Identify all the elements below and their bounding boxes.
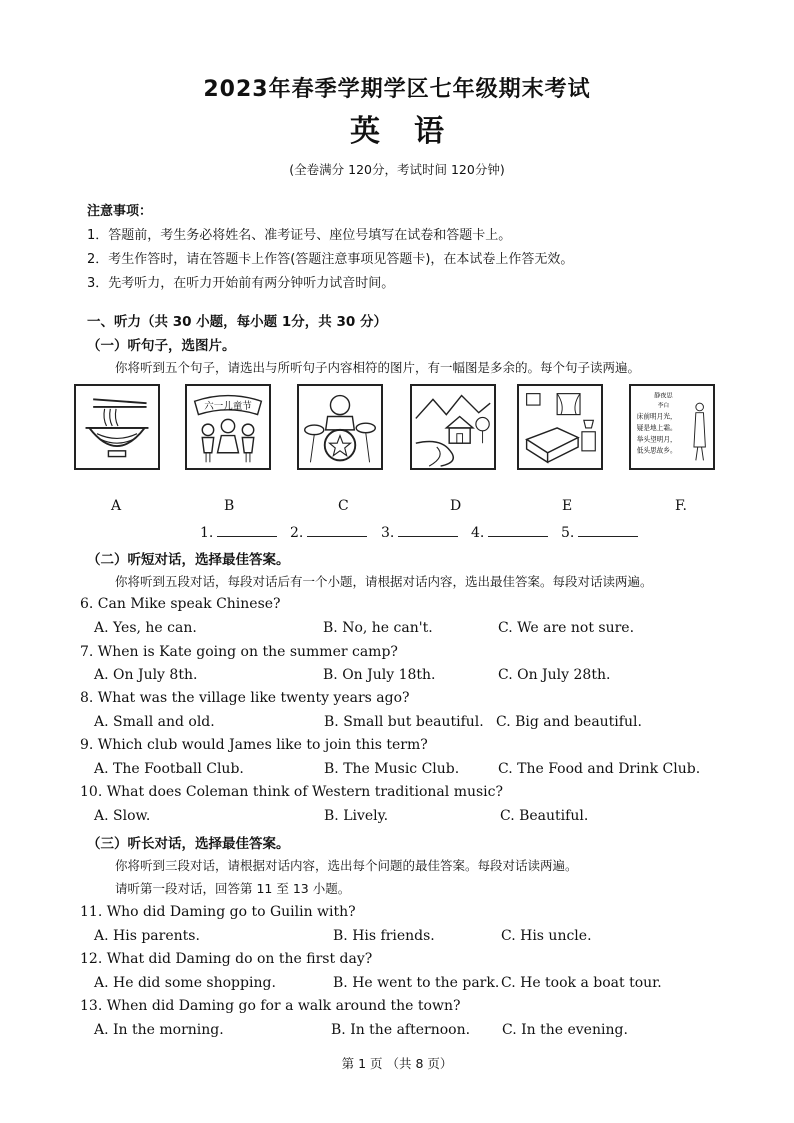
option-c[interactable]: C. He took a boat tour. <box>501 975 662 991</box>
picture-letter: B <box>224 498 235 514</box>
question-text: 13. When did Daming go for a walk around the town? <box>80 998 461 1014</box>
option-c[interactable]: C. The Food and Drink Club. <box>498 761 701 777</box>
section3-heading: （三）听长对话，选择最佳答案。 <box>87 836 290 852</box>
poem-line: 举头望明月， <box>636 435 677 444</box>
picture-b <box>185 384 271 470</box>
picture-letter: F. <box>675 498 687 514</box>
poem-author: 李白 <box>657 402 670 409</box>
option-c[interactable]: C. Beautiful. <box>500 808 589 824</box>
picture-letter: E <box>562 498 573 514</box>
section1-heading: （一）听句子，选图片。 <box>87 338 236 354</box>
poem-line: 低头思故乡。 <box>636 446 677 455</box>
part1-heading: 一、听力（共 30 小题，每小题 1分，共 30 分） <box>87 314 387 330</box>
option-b[interactable]: B. No, he can't. <box>323 620 433 636</box>
option-c[interactable]: C. Big and beautiful. <box>496 714 642 730</box>
question-text: 6. Can Mike speak Chinese? <box>80 596 281 612</box>
picture-f <box>629 384 715 470</box>
bedroom-icon <box>519 386 601 468</box>
option-a[interactable]: A. Small and old. <box>94 714 215 730</box>
question-text: 8. What was the village like twenty years ago? <box>80 690 410 706</box>
picture-a <box>74 384 160 470</box>
option-a[interactable]: A. On July 8th. <box>94 667 198 683</box>
option-a[interactable]: A. Yes, he can. <box>94 620 197 636</box>
question-text: 10. What does Coleman think of Western traditional music? <box>80 784 503 800</box>
option-c[interactable]: C. In the evening. <box>502 1022 628 1038</box>
option-a[interactable]: A. The Football Club. <box>94 761 244 777</box>
page-number: 第 1 页 （共 8 页） <box>341 1056 453 1071</box>
picture-c <box>297 384 383 470</box>
picture-d <box>410 384 496 470</box>
answer-blank[interactable]: 3. <box>381 522 458 541</box>
option-b[interactable]: B. His friends. <box>333 928 435 944</box>
score-info: (全卷满分 120分，考试时间 120分钟) <box>289 162 505 177</box>
subject-title: 英语 <box>350 114 478 149</box>
section2-instruction: 你将听到五段对话，每段对话后有一个小题，请根据对话内容，选出最佳答案。每段对话读两遍。 <box>115 574 653 589</box>
option-b[interactable]: B. He went to the park. <box>333 975 500 991</box>
option-c[interactable]: C. His uncle. <box>501 928 592 944</box>
note-item: 1．答题前，考生务必将姓名、准考证号、座位号填写在试卷和答题卡上。 <box>87 228 512 243</box>
option-a[interactable]: A. He did some shopping. <box>94 975 276 991</box>
answer-blank[interactable]: 2. <box>290 522 367 541</box>
drummer-icon <box>299 386 381 468</box>
option-b[interactable]: B. Lively. <box>324 808 389 824</box>
childrens-day-icon <box>187 386 269 468</box>
section3-instruction: 你将听到三段对话，请根据对话内容，选出每个问题的最佳答案。每段对话读两遍。 <box>115 858 578 873</box>
option-a[interactable]: A. His parents. <box>94 928 200 944</box>
picture-letter: D <box>450 498 462 514</box>
answer-blank[interactable]: 1. <box>200 522 277 541</box>
answer-blank[interactable]: 4. <box>471 522 548 541</box>
question-text: 7. When is Kate going on the summer camp? <box>80 644 398 660</box>
option-c[interactable]: C. We are not sure. <box>498 620 635 636</box>
poem-title: 静夜思 <box>654 392 673 400</box>
exam-title: 2023年春季学期学区七年级期末考试 <box>203 77 591 102</box>
poem-line: 床前明月光， <box>636 412 677 421</box>
option-a[interactable]: A. In the morning. <box>94 1022 224 1038</box>
section3-sub-instruction: 请听第一段对话，回答第 11 至 13 小题。 <box>115 881 351 896</box>
option-c[interactable]: C. On July 28th. <box>498 667 611 683</box>
house-landscape-icon <box>412 386 494 468</box>
answer-blank[interactable]: 5. <box>561 522 638 541</box>
question-text: 11. Who did Daming go to Guilin with? <box>80 904 356 920</box>
childrens-day-banner-text: 六一儿童节 <box>204 400 252 412</box>
option-b[interactable]: B. On July 18th. <box>323 667 436 683</box>
section1-instruction: 你将听到五个句子，请选出与所听句子内容相符的图片，有一幅图是多余的。每个句子读两遍。 <box>115 360 641 375</box>
noodle-bowl-icon <box>76 386 158 468</box>
notes-heading: 注意事项： <box>87 204 153 219</box>
note-item: 3．先考听力，在听力开始前有两分钟听力试音时间。 <box>87 276 395 291</box>
option-b[interactable]: B. Small but beautiful. <box>324 714 484 730</box>
section2-heading: （二）听短对话，选择最佳答案。 <box>87 552 290 568</box>
option-b[interactable]: B. In the afternoon. <box>331 1022 471 1038</box>
question-text: 9. Which club would James like to join this term? <box>80 737 428 753</box>
picture-e <box>517 384 603 470</box>
picture-letter: C <box>338 498 349 514</box>
picture-letter: A <box>111 498 122 514</box>
option-b[interactable]: B. The Music Club. <box>324 761 460 777</box>
note-item: 2．考生作答时，请在答题卡上作答(答题注意事项见答题卡)，在本试卷上作答无效。 <box>87 252 574 267</box>
poem-icon <box>631 386 713 468</box>
option-a[interactable]: A. Slow. <box>94 808 151 824</box>
poem-line: 疑是地上霜。 <box>636 423 677 432</box>
question-text: 12. What did Daming do on the first day? <box>80 951 373 967</box>
